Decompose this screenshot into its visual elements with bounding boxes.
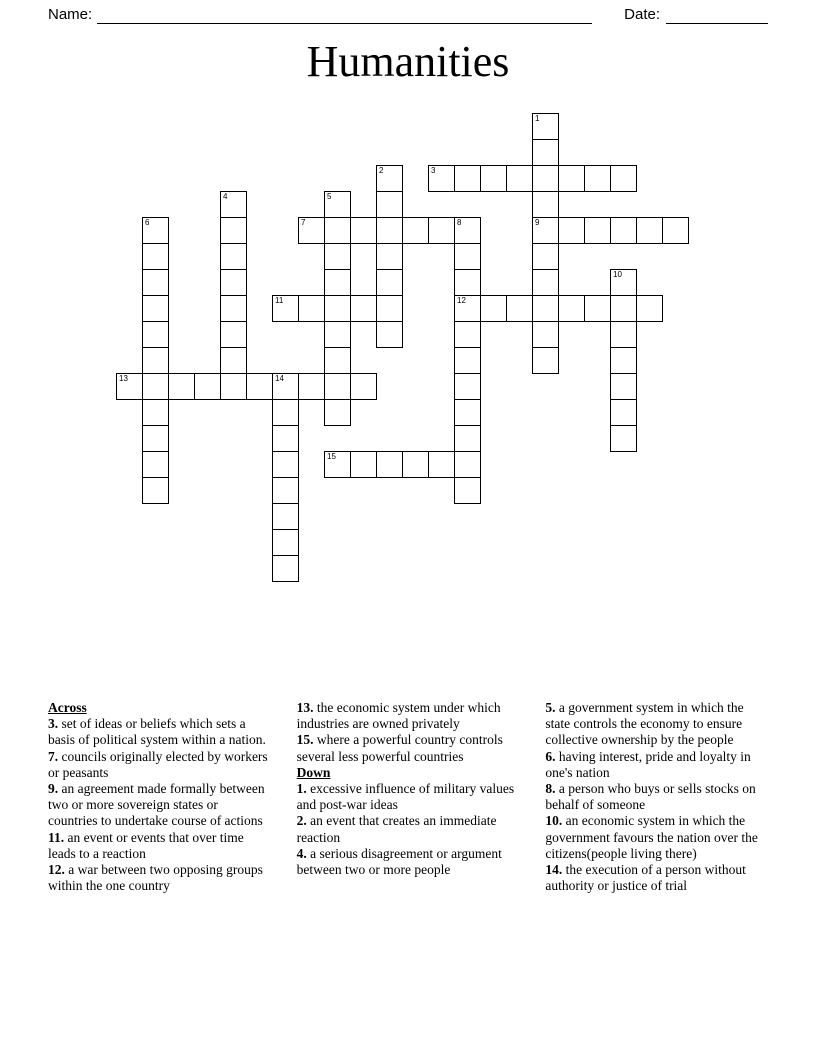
worksheet-header: [48, 6, 768, 24]
clue-number: 10.: [545, 813, 566, 829]
clue-text: an event that creates an immediate reaction: [296, 813, 497, 845]
clue-number: 3.: [48, 716, 62, 732]
grid-cell[interactable]: [532, 243, 559, 270]
grid-cell[interactable]: [454, 321, 481, 348]
clue-text: an agreement made formally between two or more sovereign states or countries to undertake course of actions: [48, 780, 265, 829]
grid-cell[interactable]: [220, 191, 247, 218]
grid-cell[interactable]: [272, 425, 299, 452]
grid-cell[interactable]: [220, 217, 247, 244]
cell-number: 3: [431, 166, 436, 175]
puzzle-title: Humanities: [306, 37, 510, 86]
grid-cell[interactable]: [532, 139, 559, 166]
grid-cell[interactable]: [142, 217, 169, 244]
grid-cell[interactable]: [532, 295, 559, 322]
clue-text: an event or events that over time leads to a reaction: [48, 829, 244, 861]
cell-number: 10: [613, 270, 622, 279]
grid-cell[interactable]: [142, 295, 169, 322]
grid-cell[interactable]: [324, 451, 351, 478]
grid-cell[interactable]: [142, 373, 169, 400]
grid-cell[interactable]: [402, 217, 429, 244]
clue-text: an economic system in which the government favours the nation over the citizens(people living there): [545, 813, 758, 861]
grid-cell[interactable]: [376, 217, 403, 244]
grid-cell[interactable]: [428, 165, 455, 192]
clue-across-3: [48, 716, 271, 748]
grid-cell[interactable]: [480, 295, 507, 322]
grid-cell[interactable]: [324, 243, 351, 270]
grid-cell[interactable]: [376, 451, 403, 478]
grid-cell[interactable]: [610, 165, 637, 192]
grid-cell[interactable]: [610, 295, 637, 322]
clue-number: 14.: [545, 861, 566, 877]
grid-cell[interactable]: [376, 295, 403, 322]
clue-text: the execution of a person without authority or justice of trial: [545, 861, 746, 894]
cell-number: 12: [457, 296, 466, 305]
grid-cell[interactable]: [324, 399, 351, 426]
grid-cell[interactable]: [610, 347, 637, 374]
grid-cell[interactable]: [584, 217, 611, 244]
grid-cell[interactable]: [376, 165, 403, 192]
grid-cell[interactable]: [610, 373, 637, 400]
grid-cell[interactable]: [662, 217, 689, 244]
grid-cell[interactable]: [350, 451, 377, 478]
grid-cell[interactable]: [350, 217, 377, 244]
grid-cell[interactable]: [142, 425, 169, 452]
grid-cell[interactable]: [532, 217, 559, 244]
grid-cell[interactable]: [558, 217, 585, 244]
grid-cell[interactable]: [142, 321, 169, 348]
grid-cell[interactable]: [532, 191, 559, 218]
clues-section: [48, 700, 768, 894]
grid-cell[interactable]: [428, 451, 455, 478]
grid-cell[interactable]: [272, 477, 299, 504]
clue-down-4: [297, 846, 520, 878]
name-blank-line: [97, 8, 592, 24]
clue-column: [545, 700, 768, 894]
grid-cell[interactable]: [454, 451, 481, 478]
grid-cell[interactable]: [324, 347, 351, 374]
grid-cell[interactable]: [454, 165, 481, 192]
cell-number: 13: [119, 374, 128, 383]
grid-cell[interactable]: [558, 165, 585, 192]
cell-number: 5: [327, 192, 332, 201]
crossword-grid: [116, 113, 690, 583]
grid-cell[interactable]: [350, 295, 377, 322]
grid-cell[interactable]: [506, 165, 533, 192]
clue-text: having interest, pride and loyalty in one's nation: [545, 748, 751, 780]
clue-number: 6.: [545, 748, 559, 764]
down-heading: Down: [296, 764, 331, 780]
grid-cell[interactable]: [636, 217, 663, 244]
grid-cell[interactable]: [532, 321, 559, 348]
grid-cell[interactable]: [376, 321, 403, 348]
grid-cell[interactable]: [272, 373, 299, 400]
clue-down-2: [297, 813, 520, 845]
clue-number: 2.: [296, 813, 311, 829]
clue-number: 9.: [48, 780, 62, 796]
clue-text: a person who buys or sells stocks on behalf of someone: [545, 780, 756, 813]
grid-cell[interactable]: [454, 399, 481, 426]
cell-number: 9: [535, 218, 540, 227]
grid-cell[interactable]: [220, 295, 247, 322]
cell-number: 1: [535, 114, 540, 123]
clue-text: a serious disagreement or argument between two or more people: [296, 845, 502, 877]
grid-cell[interactable]: [376, 191, 403, 218]
grid-cell[interactable]: [480, 165, 507, 192]
grid-cell[interactable]: [454, 269, 481, 296]
clue-number: 4.: [296, 845, 311, 861]
clue-across-9: [48, 781, 271, 830]
clue-number: 8.: [545, 780, 559, 796]
clue-text: set of ideas or beliefs which sets a basis of political system within a nation.: [48, 716, 266, 748]
grid-cell[interactable]: [324, 217, 351, 244]
grid-cell[interactable]: [142, 399, 169, 426]
grid-cell[interactable]: [532, 165, 559, 192]
clue-number: 11.: [48, 829, 68, 845]
grid-cell[interactable]: [220, 373, 247, 400]
clue-across-12: [48, 862, 271, 894]
clue-down-6: [545, 749, 768, 781]
grid-cell[interactable]: [298, 373, 325, 400]
grid-cell[interactable]: [272, 295, 299, 322]
clue-number: 1.: [296, 780, 311, 796]
grid-cell[interactable]: [272, 451, 299, 478]
grid-cell[interactable]: [220, 321, 247, 348]
grid-cell[interactable]: [610, 217, 637, 244]
clue-number: 13.: [296, 700, 317, 715]
clue-down-1: [297, 781, 520, 813]
grid-cell[interactable]: [402, 451, 429, 478]
clue-text: a government system in which the state controls the economy to ensure collective ownership by the people: [545, 700, 744, 748]
grid-cell[interactable]: [324, 373, 351, 400]
clue-across-15: [297, 732, 520, 764]
grid-cell[interactable]: [324, 295, 351, 322]
grid-cell[interactable]: [350, 373, 377, 400]
cell-number: 7: [301, 218, 306, 227]
grid-cell[interactable]: [506, 295, 533, 322]
cell-number: 6: [145, 218, 150, 227]
grid-cell[interactable]: [272, 529, 299, 556]
grid-cell[interactable]: [532, 113, 559, 140]
grid-cell[interactable]: [610, 321, 637, 348]
clue-across-13: [297, 700, 520, 732]
date-blank-line: [666, 8, 768, 24]
clue-text: excessive influence of military values and post-war ideas: [296, 780, 515, 813]
grid-cell[interactable]: [454, 347, 481, 374]
grid-cell[interactable]: [272, 399, 299, 426]
clue-number: 5.: [545, 700, 559, 715]
grid-cell[interactable]: [298, 295, 325, 322]
grid-cell[interactable]: [454, 477, 481, 504]
clue-number: 7.: [48, 748, 62, 764]
grid-cell[interactable]: [558, 295, 585, 322]
grid-cell[interactable]: [324, 191, 351, 218]
cell-number: 8: [457, 218, 462, 227]
grid-cell[interactable]: [220, 347, 247, 374]
cell-number: 15: [327, 452, 336, 461]
grid-cell[interactable]: [636, 295, 663, 322]
clue-text: a war between two opposing groups within the one country: [48, 861, 263, 894]
clue-text: councils originally elected by workers or peasants: [48, 748, 268, 780]
grid-cell[interactable]: [584, 165, 611, 192]
clue-text: the economic system under which industries are owned privately: [296, 700, 501, 732]
grid-cell[interactable]: [324, 321, 351, 348]
clue-down-14: [545, 862, 768, 894]
grid-cell[interactable]: [610, 399, 637, 426]
grid-cell[interactable]: [454, 373, 481, 400]
clue-across-7: [48, 749, 271, 781]
clue-number: 12.: [48, 861, 69, 877]
grid-cell[interactable]: [454, 425, 481, 452]
grid-cell[interactable]: [220, 269, 247, 296]
grid-cell[interactable]: [610, 269, 637, 296]
grid-cell[interactable]: [116, 373, 143, 400]
cell-number: 14: [275, 374, 284, 383]
grid-cell[interactable]: [246, 373, 273, 400]
grid-cell[interactable]: [142, 451, 169, 478]
grid-cell[interactable]: [454, 217, 481, 244]
grid-cell[interactable]: [532, 347, 559, 374]
clue-column: [297, 700, 520, 894]
grid-cell[interactable]: [584, 295, 611, 322]
grid-cell[interactable]: [272, 503, 299, 530]
grid-cell[interactable]: [142, 269, 169, 296]
grid-cell[interactable]: [532, 269, 559, 296]
grid-cell[interactable]: [142, 477, 169, 504]
grid-cell[interactable]: [454, 295, 481, 322]
grid-cell[interactable]: [428, 217, 455, 244]
clue-text: where a powerful country controls several less powerful countries: [296, 732, 503, 764]
clue-down-8: [545, 781, 768, 813]
grid-cell[interactable]: [610, 425, 637, 452]
clue-down-10: [545, 813, 768, 862]
across-heading: Across: [48, 700, 87, 715]
clue-across-11: [48, 830, 271, 862]
cell-number: 2: [379, 166, 384, 175]
grid-cell[interactable]: [168, 373, 195, 400]
name-label: Name:: [48, 6, 93, 23]
grid-cell[interactable]: [194, 373, 221, 400]
grid-cell[interactable]: [454, 243, 481, 270]
grid-cell[interactable]: [376, 243, 403, 270]
clue-column: [48, 700, 271, 894]
clue-number: 15.: [296, 732, 317, 748]
date-label: Date:: [624, 6, 660, 23]
grid-cell[interactable]: [298, 217, 325, 244]
grid-cell[interactable]: [220, 243, 247, 270]
grid-cell[interactable]: [376, 269, 403, 296]
grid-cell[interactable]: [324, 269, 351, 296]
grid-cell[interactable]: [142, 243, 169, 270]
grid-cell[interactable]: [272, 555, 299, 582]
clue-down-5: [545, 700, 768, 749]
grid-cell[interactable]: [142, 347, 169, 374]
cell-number: 11: [275, 296, 284, 305]
cell-number: 4: [223, 192, 228, 201]
